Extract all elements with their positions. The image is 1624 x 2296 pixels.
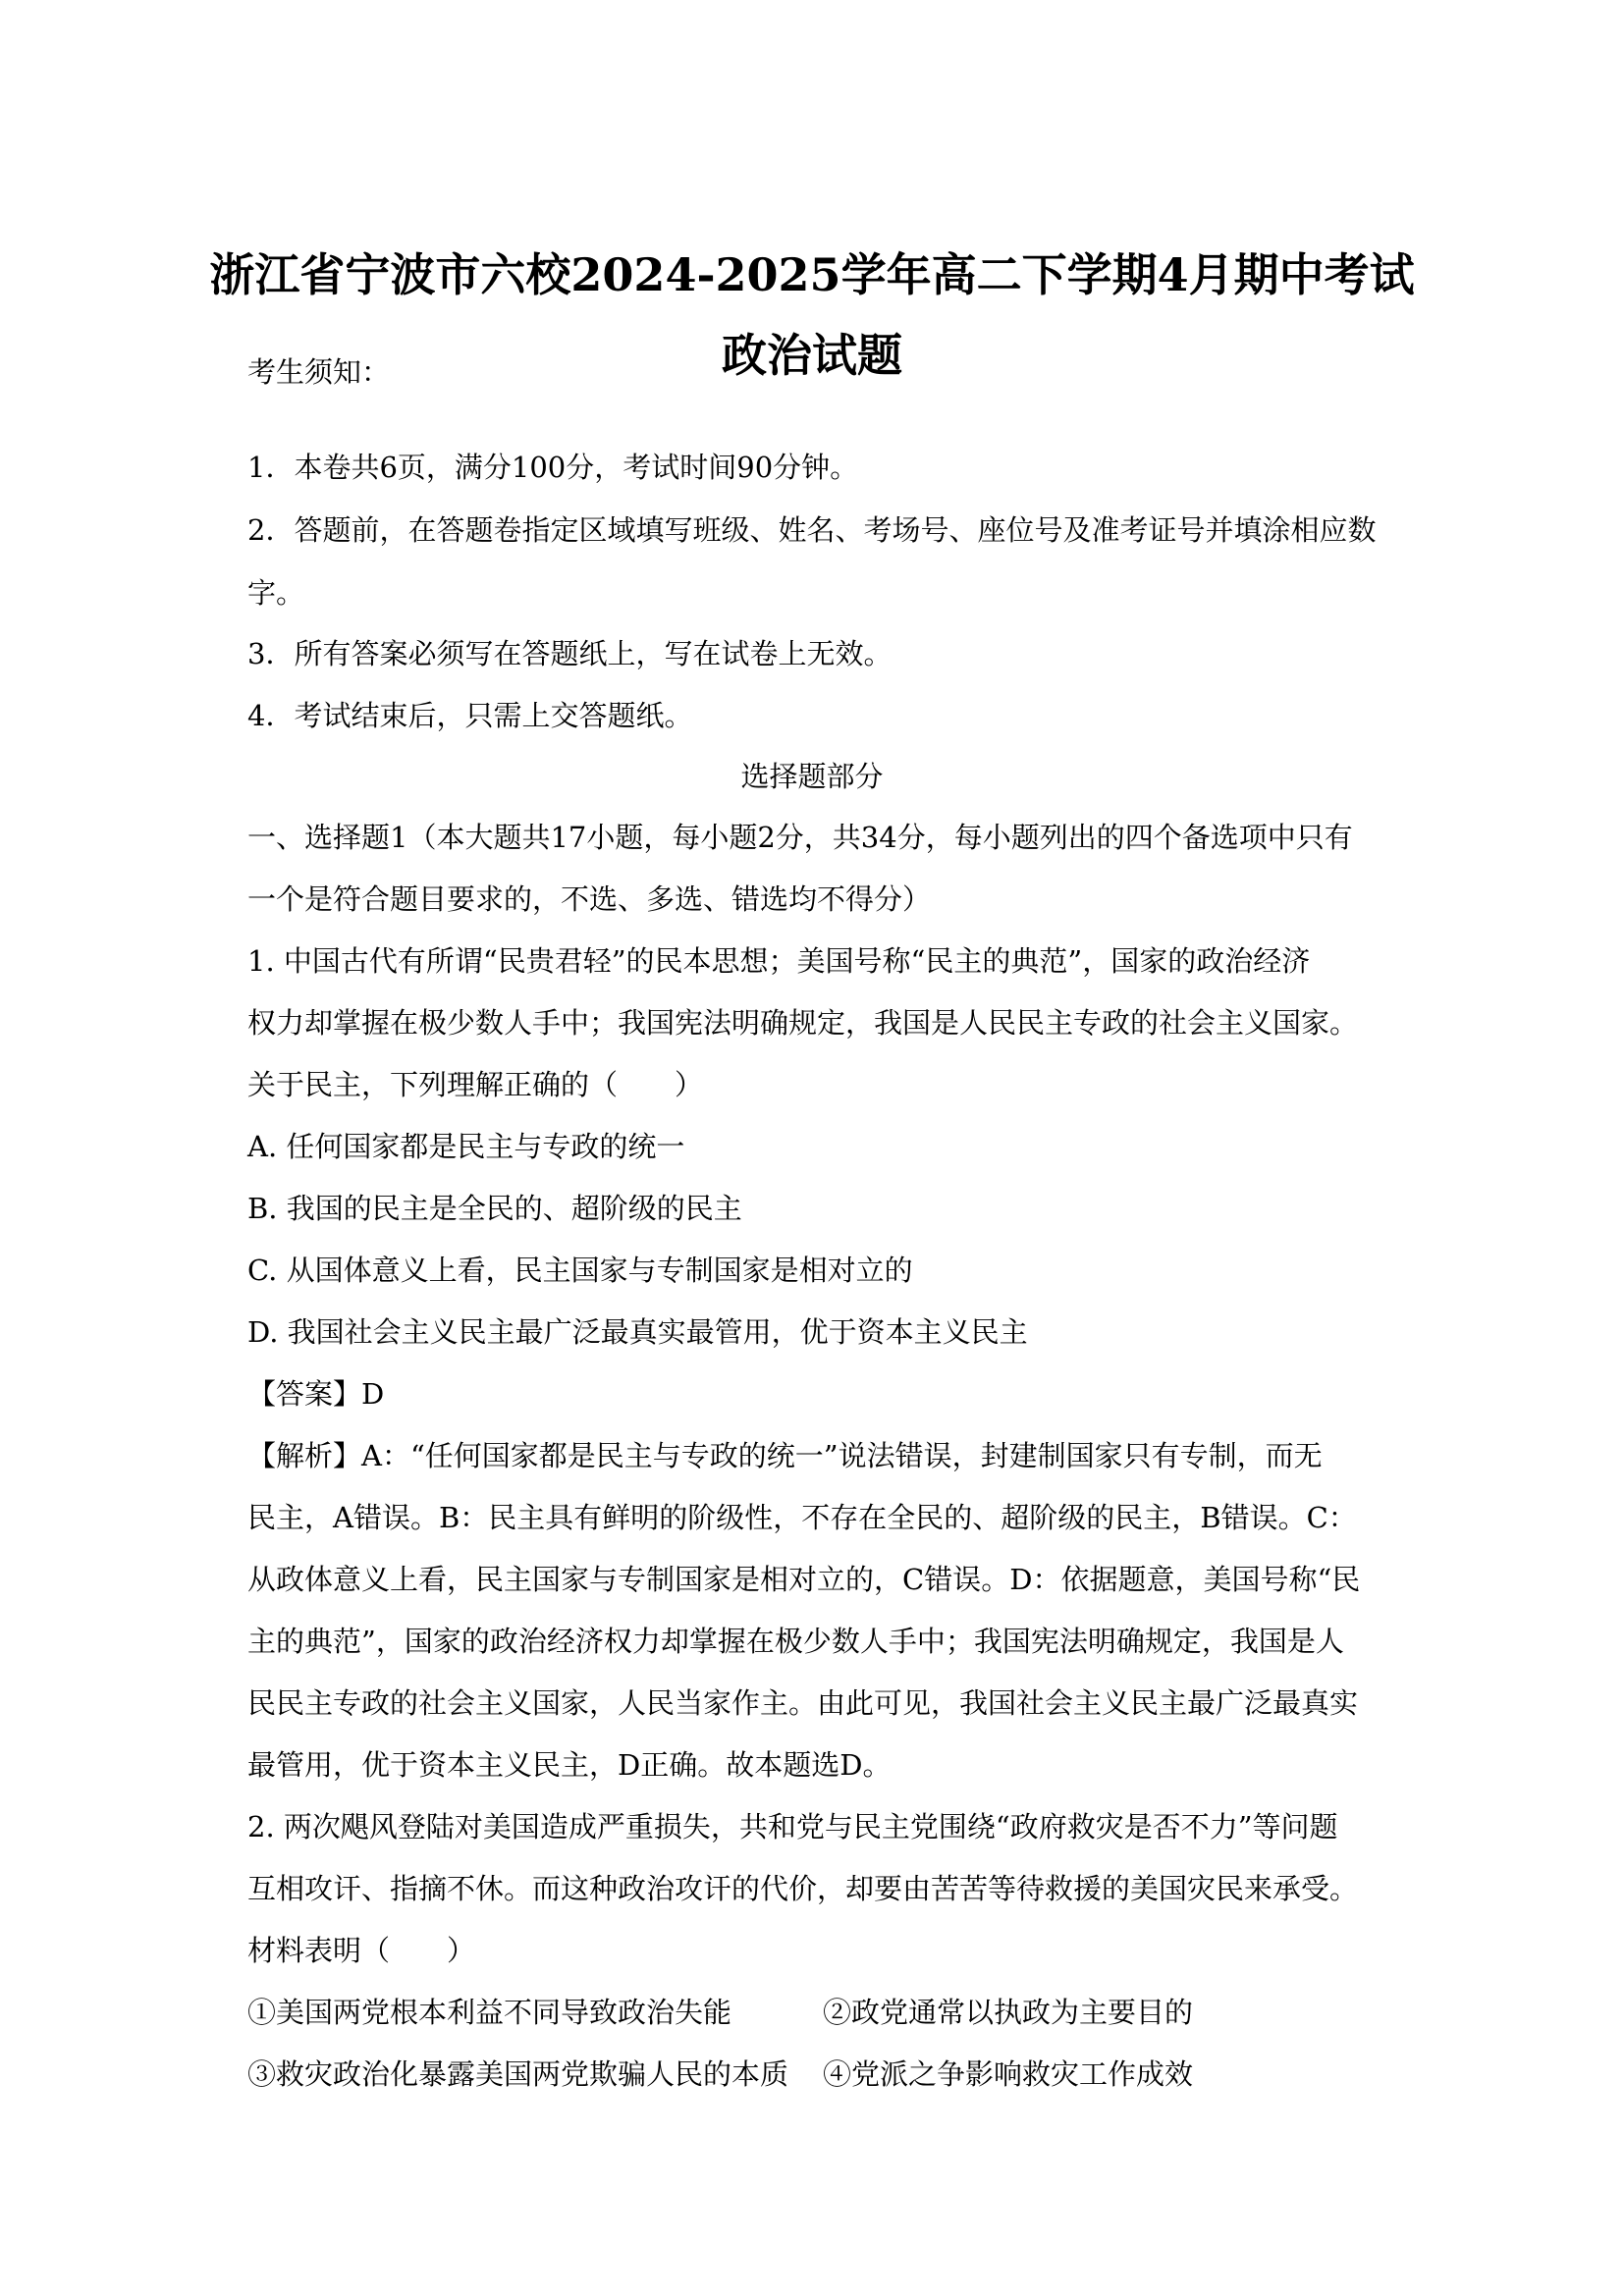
q1-option-a: A. 任何国家都是民主与专政的统一	[247, 1130, 685, 1163]
q1-option-d: D. 我国社会主义民主最广泛最真实最管用，优于资本主义民主	[247, 1315, 1028, 1349]
section-title: 选择题部分	[740, 760, 884, 793]
q1-option-c: C. 从国体意义上看，民主国家与专制国家是相对立的	[247, 1254, 913, 1287]
exam-title: 浙江省宁波市六校2024-2025学年高二下学期4月期中考试	[209, 248, 1415, 301]
q2-option-2: ②政党通常以执政为主要目的	[823, 1996, 1194, 2029]
q2-stem: 2. 两次飓风登陆对美国造成严重损失，共和党与民主党围绕“政府救灾是否不力”等问题	[247, 1810, 1338, 1843]
section-intro: 一、选择题1（本大题共17小题，每小题2分，共34分，每小题列出的四个备选项中只有	[247, 821, 1353, 854]
q1-analysis: 民主，A错误。B：民主具有鲜明的阶级性，不存在全民的、超阶级的民主，B错误。C：	[247, 1501, 1357, 1534]
q1-analysis: 主的典范”，国家的政治经济权力却掌握在极少数人手中；我国宪法明确规定，我国是人	[247, 1625, 1344, 1658]
q1-stem: 关于民主，下列理解正确的（ ）	[247, 1068, 704, 1101]
q1-stem: 1. 中国古代有所谓“民贵君轻”的民本思想；美国号称“民主的典范”，国家的政治经济	[247, 944, 1311, 978]
q2-option-4: ④党派之争影响救灾工作成效	[823, 2057, 1194, 2091]
q2-stem: 互相攻讦、指摘不休。而这种政治攻讦的代价，却要由苦苦等待救援的美国灾民来承受。	[247, 1872, 1359, 1905]
q1-stem: 权力却掌握在极少数人手中；我国宪法明确规定，我国是人民民主专政的社会主义国家。	[247, 1006, 1359, 1040]
q2-stem: 材料表明（ ）	[247, 1934, 476, 1967]
notice-item: 4．考试结束后，只需上交答题纸。	[247, 699, 693, 732]
notice-item: 2．答题前，在答题卷指定区域填写班级、姓名、考场号、座位号及准考证号并填涂相应数	[247, 513, 1377, 547]
notice-heading: 考生须知：	[247, 355, 391, 389]
q1-option-b: B. 我国的民主是全民的、超阶级的民主	[247, 1192, 742, 1225]
q1-analysis: 民民主专政的社会主义国家，人民当家作主。由此可见，我国社会主义民主最广泛最真实	[247, 1686, 1359, 1720]
q1-answer: 【答案】D	[247, 1377, 385, 1411]
exam-subtitle: 政治试题	[722, 329, 902, 382]
section-intro: 一个是符合题目要求的，不选、多选、错选均不得分）	[247, 882, 932, 916]
q1-analysis: 最管用，优于资本主义民主，D正确。故本题选D。	[247, 1748, 892, 1782]
q2-option-3: ③救灾政治化暴露美国两党欺骗人民的本质	[247, 2057, 789, 2091]
notice-item: 字。	[247, 576, 305, 610]
q1-analysis: 从政体意义上看，民主国家与专制国家是相对立的，C错误。D：依据题意，美国号称“民	[247, 1563, 1361, 1596]
q1-analysis: 【解析】A：“任何国家都是民主与专政的统一”说法错误，封建制国家只有专制，而无	[247, 1439, 1323, 1472]
notice-item: 3．所有答案必须写在答题纸上，写在试卷上无效。	[247, 637, 893, 670]
notice-item: 1．本卷共6页，满分100分，考试时间90分钟。	[247, 451, 859, 484]
q2-option-1: ①美国两党根本利益不同导致政治失能	[247, 1996, 732, 2029]
